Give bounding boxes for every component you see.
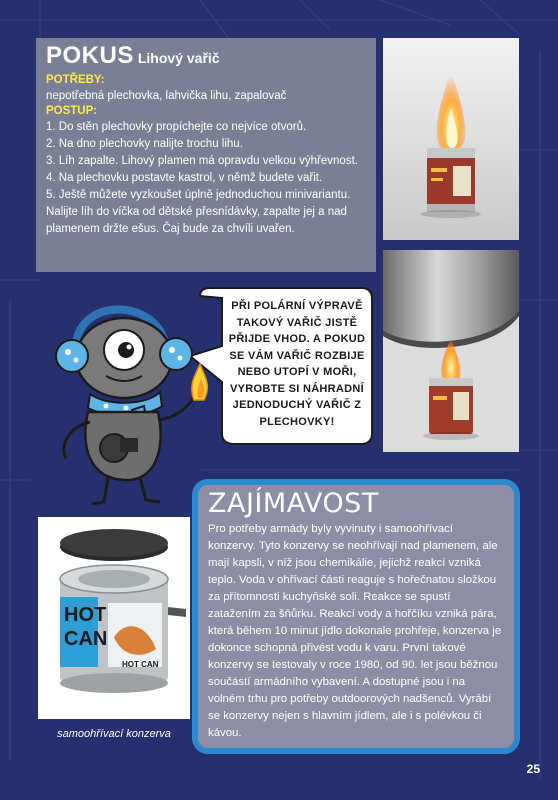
experiment-subtitle: Lihový vařič [137, 50, 220, 66]
experiment-heading [46, 42, 366, 73]
needs-text: nepotřebná plechovka, lahvička lihu, zapalovač [46, 90, 287, 102]
can-label-line1: HOT [64, 604, 107, 626]
step-item: 1. Do stěn plechovky propíchejte co nejvíce otvorů. [46, 121, 307, 133]
procedure-label: POSTUP: [46, 105, 98, 117]
burning-can-illustration [383, 38, 519, 240]
experiment-title: POKUS [46, 42, 134, 69]
fun-fact-text: Pro potřeby armády byly vyvinuty i samoohřívací konzervy. Tyto konzervy se neohřívají nad plamenem, ale mají kapsli, v níž jsou chemikálie, jejichž reakcí vzniká teplo. Voda v ohřívací části reaguje s hořečnatou složkou za přítomnosti kuchyňské soli. Reakce se spustí zatažením za šňůrku. Reakcí vody a hořčíku vzniká pára, která během 10 minut jídlo dokonale prohřeje, konzerva je dokonce schopná přivést vodu k varu. První takové konzervy se testovaly v roce 1980, od 90. let jsou běžnou součástí armádního vybavení. A dostupné jsou i na volném trhu pro potřeby outdoorových nadšenců. Vyrábí se konzervy nejen s hlavním jídlem, ale i s polévkou či kávou. [208, 523, 502, 739]
can-small-label: HOT CAN [122, 660, 159, 669]
can-photo-caption: samoohřívací konzerva [57, 728, 171, 740]
burning-can-photo [383, 38, 519, 240]
step-item: 4. Na plechovku postavte kastrol, v němž budete vařit. [46, 172, 323, 184]
speech-bubble-text: PŘI POLÁRNÍ VÝPRAVĚ TAKOVÝ VAŘIČ JISTĚ PŘIJDE VHOD. A POKUD SE VÁM VAŘIČ ROZBIJE NEBO UTOPÍ V MOŘI, VYROBTE SI NÁHRADNÍ JEDNODUCHÝ VAŘIČ Z PLECHOVKY! [228, 300, 366, 428]
monster-mascot-illustration [36, 288, 222, 510]
needs-label: POTŘEBY: [46, 74, 105, 86]
self-heating-can-illustration [38, 517, 190, 719]
kettle-on-can-photo [383, 250, 519, 452]
kettle-can-illustration [383, 250, 519, 452]
experiment-box [36, 38, 376, 272]
can-label-line2: CAN [64, 628, 108, 650]
step-item: 5. Ještě můžete vyzkoušet úplně jednoduchou minivariantu. Nalijte líh do víčka od dětské přesnídávky, zapalte jej a nad plamenem držte ešus. Čaj bude za chvíli uvařen. [46, 189, 351, 235]
fun-fact-title: ZAJÍMAVOST [208, 488, 379, 519]
step-item: 3. Líh zapalte. Lihový plamen má opravdu velkou výhřevnost. [46, 155, 358, 167]
step-item: 2. Na dno plechovky nalijte trochu lihu. [46, 138, 243, 150]
self-heating-can-photo [38, 517, 190, 719]
page-number: 25 [526, 762, 540, 776]
fun-fact-box [192, 479, 520, 754]
